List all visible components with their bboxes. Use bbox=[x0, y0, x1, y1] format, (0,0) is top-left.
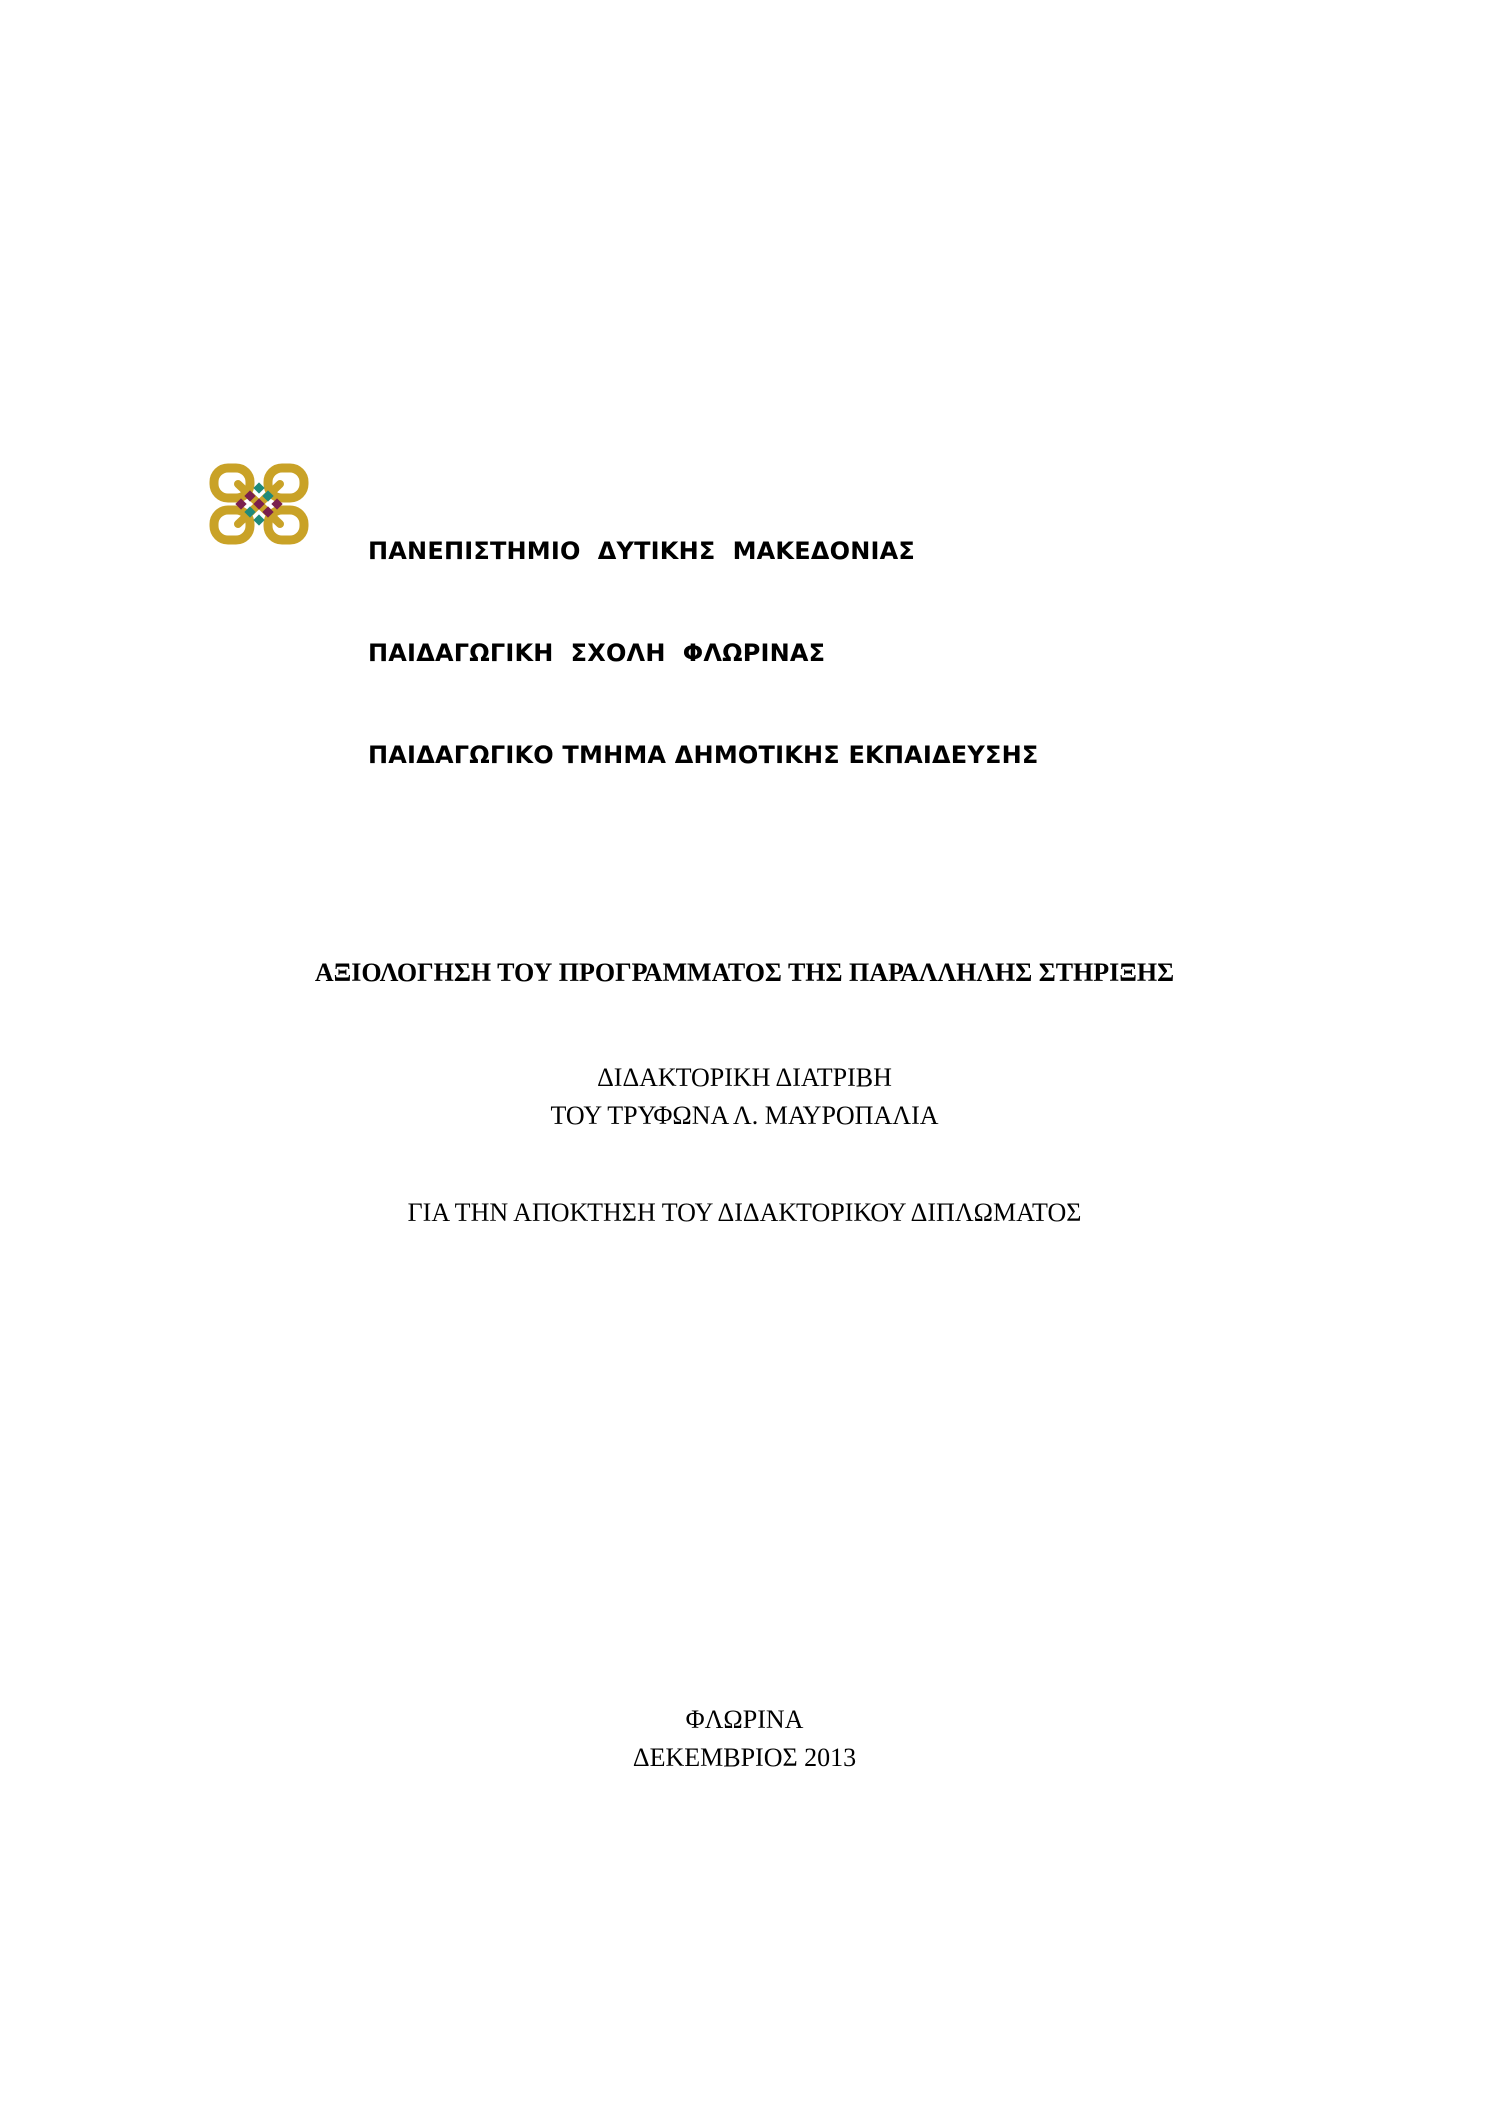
thesis-author: ΤΟΥ ΤΡΥΦΩΝΑ Λ. ΜΑΥΡΟΠΑΛΙΑ bbox=[550, 1101, 939, 1130]
knot-emblem-icon bbox=[208, 462, 310, 546]
footer-place: ΦΛΩΡΙΝΑ bbox=[685, 1705, 804, 1734]
university-name: ΠΑΝΕΠΙΣΤΗΜΙΟ ΔΥΤΙΚΗΣ ΜΑΚΕΔΟΝΙΑΣ bbox=[368, 537, 915, 565]
thesis-purpose: ΓΙΑ ΤΗΝ ΑΠΟΚΤΗΣΗ ΤΟΥ ΔΙΔΑΚΤΟΡΙΚΟΥ ΔΙΠΛΩΜΑΤΟΣ bbox=[407, 1198, 1082, 1227]
footer-date: ΔΕΚΕΜΒΡΙΟΣ 2013 bbox=[632, 1743, 857, 1772]
school-name: ΠΑΙΔΑΓΩΓΙΚΗ ΣΧΟΛΗ ΦΛΩΡΙΝΑΣ bbox=[368, 639, 826, 667]
department-name: ΠΑΙΔΑΓΩΓΙΚΟ ΤΜΗΜΑ ΔΗΜΟΤΙΚΗΣ ΕΚΠΑΙΔΕΥΣΗΣ bbox=[368, 741, 1039, 769]
institution-header bbox=[208, 462, 1108, 769]
institution-lines bbox=[368, 466, 1038, 840]
thesis-title: ΑΞΙΟΛΟΓΗΣΗ ΤΟΥ ΠΡΟΓΡΑΜΜΑΤΟΣ ΤΗΣ ΠΑΡΑΛΛΗΛΗΣ ΣΤΗΡΙΞΗΣ bbox=[314, 958, 1175, 987]
thesis-type: ΔΙΔΑΚΤΟΡΙΚΗ ΔΙΑΤΡΙΒΗ bbox=[597, 1063, 892, 1092]
